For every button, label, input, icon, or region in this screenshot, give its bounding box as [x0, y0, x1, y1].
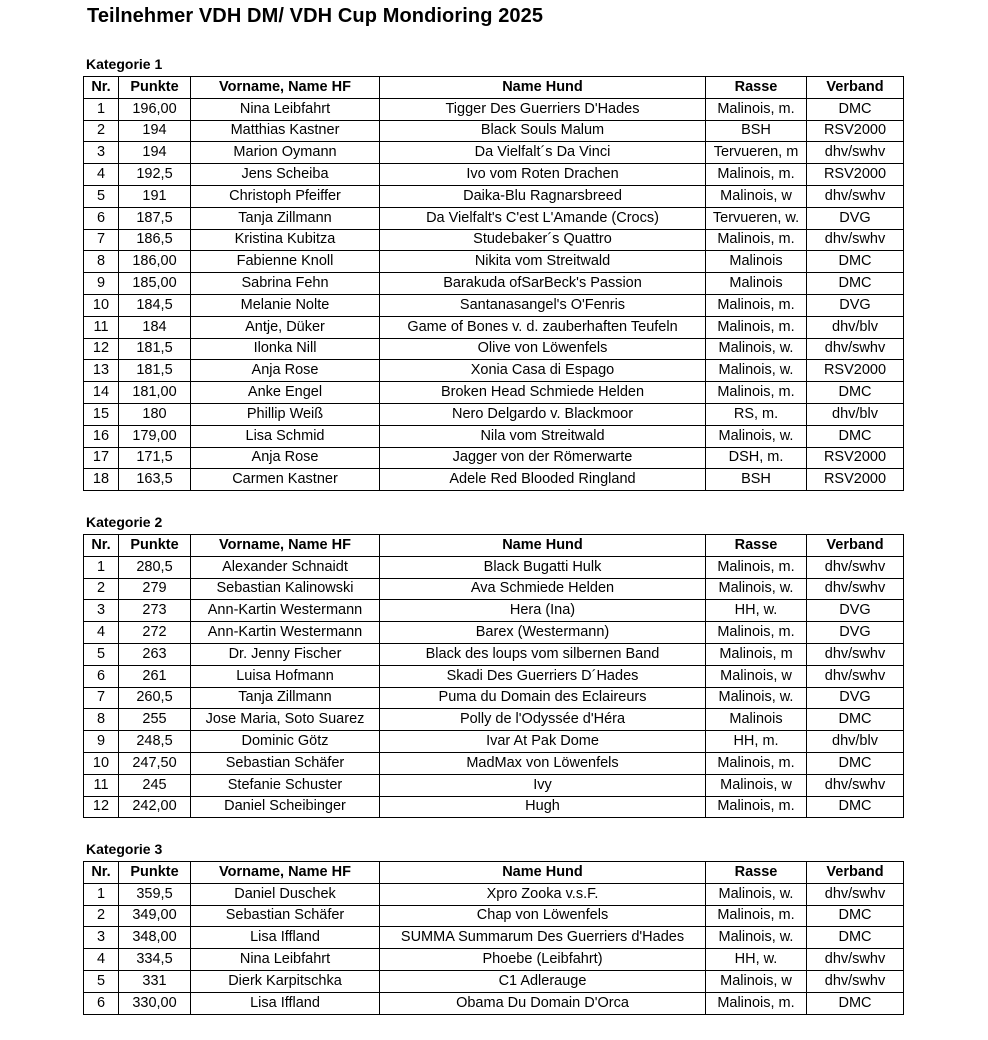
cell-hund-name: Xonia Casa di Espago	[380, 360, 706, 382]
cell-nr: 10	[84, 752, 119, 774]
cell-nr: 9	[84, 731, 119, 753]
cell-hund-name: Broken Head Schmiede Helden	[380, 382, 706, 404]
cell-rasse: Malinois, m.	[706, 382, 807, 404]
table-row	[84, 709, 904, 731]
cell-verband: DMC	[807, 796, 904, 818]
cell-verband: dhv/swhv	[807, 338, 904, 360]
table-row	[84, 469, 904, 491]
cell-hund-name: Ivy	[380, 774, 706, 796]
cell-punkte: 181,5	[119, 360, 191, 382]
cell-punkte: 248,5	[119, 731, 191, 753]
results-table-kategorie-3	[83, 861, 904, 1015]
cell-hund-name: Da Vielfalt's C'est L'Amande (Crocs)	[380, 207, 706, 229]
cell-punkte: 184,5	[119, 294, 191, 316]
cell-hf-name: Alexander Schnaidt	[191, 556, 380, 578]
cell-nr: 7	[84, 687, 119, 709]
cell-verband: DVG	[807, 207, 904, 229]
table-row	[84, 643, 904, 665]
cell-hf-name: Anja Rose	[191, 447, 380, 469]
table-row	[84, 142, 904, 164]
cell-punkte: 163,5	[119, 469, 191, 491]
table-row	[84, 622, 904, 644]
cell-hf-name: Sebastian Kalinowski	[191, 578, 380, 600]
cell-hund-name: Jagger von der Römerwarte	[380, 447, 706, 469]
cell-nr: 8	[84, 709, 119, 731]
cell-punkte: 255	[119, 709, 191, 731]
cell-hund-name: Skadi Des Guerriers D´Hades	[380, 665, 706, 687]
cell-hf-name: Luisa Hofmann	[191, 665, 380, 687]
cell-hund-name: Daika-Blu Ragnarsbreed	[380, 185, 706, 207]
cell-hf-name: Antje, Düker	[191, 316, 380, 338]
cell-hund-name: Da Vielfalt´s Da Vinci	[380, 142, 706, 164]
column-header-verband: Verband	[807, 862, 904, 884]
category-label: Kategorie 1	[86, 56, 163, 72]
cell-rasse: Malinois, m.	[706, 556, 807, 578]
cell-hf-name: Melanie Nolte	[191, 294, 380, 316]
cell-verband: DMC	[807, 98, 904, 120]
cell-hund-name: Hera (Ina)	[380, 600, 706, 622]
cell-verband: DMC	[807, 905, 904, 927]
cell-verband: dhv/swhv	[807, 970, 904, 992]
table-row	[84, 229, 904, 251]
cell-rasse: Malinois, w	[706, 665, 807, 687]
cell-nr: 2	[84, 905, 119, 927]
table-row	[84, 360, 904, 382]
cell-hund-name: Chap von Löwenfels	[380, 905, 706, 927]
column-header-hf-name: Vorname, Name HF	[191, 77, 380, 99]
cell-verband: DMC	[807, 382, 904, 404]
cell-verband: DMC	[807, 927, 904, 949]
cell-hf-name: Daniel Duschek	[191, 883, 380, 905]
column-header-hund-name: Name Hund	[380, 535, 706, 557]
table-row	[84, 316, 904, 338]
cell-hund-name: Xpro Zooka v.s.F.	[380, 883, 706, 905]
cell-rasse: Malinois, m.	[706, 905, 807, 927]
cell-punkte: 245	[119, 774, 191, 796]
table-row	[84, 120, 904, 142]
cell-nr: 6	[84, 992, 119, 1014]
cell-verband: dhv/blv	[807, 316, 904, 338]
cell-punkte: 273	[119, 600, 191, 622]
cell-nr: 2	[84, 578, 119, 600]
cell-rasse: Malinois, w	[706, 185, 807, 207]
cell-punkte: 242,00	[119, 796, 191, 818]
table-row	[84, 600, 904, 622]
cell-verband: DMC	[807, 425, 904, 447]
column-header-nr: Nr.	[84, 535, 119, 557]
cell-hund-name: Olive von Löwenfels	[380, 338, 706, 360]
cell-hund-name: Ava Schmiede Helden	[380, 578, 706, 600]
cell-nr: 8	[84, 251, 119, 273]
cell-hf-name: Jose Maria, Soto Suarez	[191, 709, 380, 731]
cell-punkte: 331	[119, 970, 191, 992]
table-row	[84, 752, 904, 774]
table-row	[84, 665, 904, 687]
column-header-punkte: Punkte	[119, 535, 191, 557]
cell-punkte: 184	[119, 316, 191, 338]
cell-verband: dhv/blv	[807, 731, 904, 753]
cell-punkte: 194	[119, 120, 191, 142]
cell-rasse: Malinois, w	[706, 970, 807, 992]
cell-hf-name: Tanja Zillmann	[191, 687, 380, 709]
cell-hf-name: Ann-Kartin Westermann	[191, 600, 380, 622]
column-header-nr: Nr.	[84, 862, 119, 884]
cell-rasse: Malinois	[706, 273, 807, 295]
cell-punkte: 179,00	[119, 425, 191, 447]
cell-rasse: Malinois, m	[706, 643, 807, 665]
table-row	[84, 883, 904, 905]
table-row	[84, 425, 904, 447]
cell-verband: dhv/swhv	[807, 883, 904, 905]
cell-hf-name: Lisa Iffland	[191, 992, 380, 1014]
column-header-nr: Nr.	[84, 77, 119, 99]
cell-hf-name: Kristina Kubitza	[191, 229, 380, 251]
cell-nr: 9	[84, 273, 119, 295]
cell-rasse: Malinois, w.	[706, 360, 807, 382]
cell-verband: RSV2000	[807, 164, 904, 186]
cell-hf-name: Jens Scheiba	[191, 164, 380, 186]
cell-rasse: BSH	[706, 120, 807, 142]
cell-punkte: 186,00	[119, 251, 191, 273]
cell-verband: DMC	[807, 992, 904, 1014]
cell-hf-name: Sebastian Schäfer	[191, 752, 380, 774]
cell-verband: dhv/swhv	[807, 142, 904, 164]
table-row	[84, 731, 904, 753]
cell-nr: 4	[84, 949, 119, 971]
cell-hf-name: Ilonka Nill	[191, 338, 380, 360]
table-row	[84, 578, 904, 600]
table-row	[84, 905, 904, 927]
cell-nr: 4	[84, 164, 119, 186]
cell-hf-name: Fabienne Knoll	[191, 251, 380, 273]
cell-hf-name: Tanja Zillmann	[191, 207, 380, 229]
cell-hf-name: Anja Rose	[191, 360, 380, 382]
category-label: Kategorie 2	[86, 514, 163, 530]
cell-hund-name: Hugh	[380, 796, 706, 818]
column-header-punkte: Punkte	[119, 77, 191, 99]
category-label: Kategorie 3	[86, 841, 163, 857]
cell-hund-name: SUMMA Summarum Des Guerriers d'Hades	[380, 927, 706, 949]
table-header-row	[84, 862, 904, 884]
cell-rasse: Malinois, m.	[706, 164, 807, 186]
column-header-verband: Verband	[807, 535, 904, 557]
cell-punkte: 261	[119, 665, 191, 687]
column-header-verband: Verband	[807, 77, 904, 99]
cell-hf-name: Christoph Pfeiffer	[191, 185, 380, 207]
cell-hf-name: Daniel Scheibinger	[191, 796, 380, 818]
cell-nr: 11	[84, 316, 119, 338]
cell-hund-name: Studebaker´s Quattro	[380, 229, 706, 251]
cell-nr: 7	[84, 229, 119, 251]
cell-rasse: Malinois, w.	[706, 687, 807, 709]
cell-hund-name: Nero Delgardo v. Blackmoor	[380, 403, 706, 425]
results-table-kategorie-2	[83, 534, 904, 818]
cell-rasse: Malinois, w.	[706, 927, 807, 949]
cell-rasse: Malinois, w	[706, 774, 807, 796]
cell-hf-name: Marion Oymann	[191, 142, 380, 164]
cell-nr: 16	[84, 425, 119, 447]
cell-hund-name: Puma du Domain des Eclaireurs	[380, 687, 706, 709]
cell-nr: 1	[84, 883, 119, 905]
cell-hf-name: Nina Leibfahrt	[191, 98, 380, 120]
column-header-hf-name: Vorname, Name HF	[191, 535, 380, 557]
cell-hund-name: Obama Du Domain D'Orca	[380, 992, 706, 1014]
cell-verband: dhv/swhv	[807, 643, 904, 665]
cell-verband: dhv/swhv	[807, 949, 904, 971]
cell-hf-name: Lisa Schmid	[191, 425, 380, 447]
cell-rasse: Malinois, m.	[706, 992, 807, 1014]
table-row	[84, 970, 904, 992]
cell-rasse: HH, w.	[706, 949, 807, 971]
cell-punkte: 194	[119, 142, 191, 164]
cell-rasse: Malinois, m.	[706, 752, 807, 774]
cell-hf-name: Sabrina Fehn	[191, 273, 380, 295]
cell-hund-name: Black Souls Malum	[380, 120, 706, 142]
table-header-row	[84, 77, 904, 99]
cell-punkte: 247,50	[119, 752, 191, 774]
cell-nr: 13	[84, 360, 119, 382]
table-row	[84, 382, 904, 404]
cell-rasse: Malinois, w.	[706, 578, 807, 600]
cell-rasse: Malinois, m.	[706, 98, 807, 120]
cell-hf-name: Nina Leibfahrt	[191, 949, 380, 971]
cell-nr: 15	[84, 403, 119, 425]
cell-rasse: DSH, m.	[706, 447, 807, 469]
cell-punkte: 334,5	[119, 949, 191, 971]
cell-nr: 12	[84, 796, 119, 818]
cell-hund-name: Tigger Des Guerriers D'Hades	[380, 98, 706, 120]
cell-hund-name: Nikita vom Streitwald	[380, 251, 706, 273]
cell-verband: dhv/swhv	[807, 665, 904, 687]
table-header-row	[84, 535, 904, 557]
cell-rasse: Malinois, w.	[706, 338, 807, 360]
cell-rasse: HH, m.	[706, 731, 807, 753]
cell-verband: DMC	[807, 709, 904, 731]
cell-verband: dhv/swhv	[807, 229, 904, 251]
cell-nr: 6	[84, 665, 119, 687]
column-header-rasse: Rasse	[706, 862, 807, 884]
cell-nr: 5	[84, 643, 119, 665]
column-header-hund-name: Name Hund	[380, 862, 706, 884]
cell-punkte: 187,5	[119, 207, 191, 229]
cell-punkte: 181,00	[119, 382, 191, 404]
cell-punkte: 280,5	[119, 556, 191, 578]
page-title: Teilnehmer VDH DM/ VDH Cup Mondioring 2025	[87, 5, 544, 27]
cell-verband: dhv/swhv	[807, 578, 904, 600]
cell-nr: 14	[84, 382, 119, 404]
column-header-hund-name: Name Hund	[380, 77, 706, 99]
cell-hund-name: Nila vom Streitwald	[380, 425, 706, 447]
cell-nr: 10	[84, 294, 119, 316]
cell-rasse: Malinois, m.	[706, 796, 807, 818]
column-header-hf-name: Vorname, Name HF	[191, 862, 380, 884]
cell-hf-name: Carmen Kastner	[191, 469, 380, 491]
cell-rasse: Malinois	[706, 709, 807, 731]
cell-punkte: 348,00	[119, 927, 191, 949]
cell-rasse: Malinois	[706, 251, 807, 273]
cell-verband: DVG	[807, 600, 904, 622]
cell-nr: 6	[84, 207, 119, 229]
cell-punkte: 171,5	[119, 447, 191, 469]
cell-verband: RSV2000	[807, 447, 904, 469]
cell-rasse: Malinois, m.	[706, 229, 807, 251]
cell-nr: 5	[84, 970, 119, 992]
table-row	[84, 98, 904, 120]
cell-rasse: BSH	[706, 469, 807, 491]
cell-hund-name: Black Bugatti Hulk	[380, 556, 706, 578]
table-row	[84, 949, 904, 971]
cell-hund-name: Adele Red Blooded Ringland	[380, 469, 706, 491]
cell-verband: RSV2000	[807, 120, 904, 142]
cell-verband: DMC	[807, 752, 904, 774]
cell-verband: DVG	[807, 687, 904, 709]
cell-rasse: HH, w.	[706, 600, 807, 622]
cell-verband: dhv/blv	[807, 403, 904, 425]
table-row	[84, 447, 904, 469]
cell-nr: 18	[84, 469, 119, 491]
cell-nr: 3	[84, 600, 119, 622]
cell-punkte: 185,00	[119, 273, 191, 295]
cell-nr: 11	[84, 774, 119, 796]
cell-punkte: 359,5	[119, 883, 191, 905]
table-row	[84, 251, 904, 273]
table-row	[84, 294, 904, 316]
cell-punkte: 181,5	[119, 338, 191, 360]
cell-verband: dhv/swhv	[807, 774, 904, 796]
cell-nr: 5	[84, 185, 119, 207]
cell-verband: dhv/swhv	[807, 185, 904, 207]
cell-punkte: 279	[119, 578, 191, 600]
cell-punkte: 263	[119, 643, 191, 665]
cell-hund-name: C1 Adlerauge	[380, 970, 706, 992]
cell-hund-name: MadMax von Löwenfels	[380, 752, 706, 774]
cell-hund-name: Black des loups vom silbernen Band	[380, 643, 706, 665]
cell-hf-name: Phillip Weiß	[191, 403, 380, 425]
column-header-rasse: Rasse	[706, 535, 807, 557]
table-row	[84, 273, 904, 295]
cell-verband: dhv/swhv	[807, 556, 904, 578]
cell-hund-name: Barakuda ofSarBeck's Passion	[380, 273, 706, 295]
cell-punkte: 186,5	[119, 229, 191, 251]
cell-hf-name: Lisa Iffland	[191, 927, 380, 949]
cell-hund-name: Game of Bones v. d. zauberhaften Teufeln	[380, 316, 706, 338]
table-row	[84, 185, 904, 207]
cell-nr: 2	[84, 120, 119, 142]
results-table-kategorie-1	[83, 76, 904, 491]
table-row	[84, 687, 904, 709]
cell-rasse: Malinois, m.	[706, 622, 807, 644]
cell-rasse: Malinois, w.	[706, 883, 807, 905]
cell-hf-name: Dominic Götz	[191, 731, 380, 753]
cell-punkte: 349,00	[119, 905, 191, 927]
cell-verband: DMC	[807, 273, 904, 295]
cell-punkte: 330,00	[119, 992, 191, 1014]
cell-hf-name: Sebastian Schäfer	[191, 905, 380, 927]
cell-nr: 4	[84, 622, 119, 644]
cell-nr: 1	[84, 98, 119, 120]
cell-hund-name: Barex (Westermann)	[380, 622, 706, 644]
cell-hf-name: Ann-Kartin Westermann	[191, 622, 380, 644]
table-row	[84, 556, 904, 578]
cell-hund-name: Polly de l'Odyssée d'Héra	[380, 709, 706, 731]
cell-nr: 3	[84, 927, 119, 949]
column-header-rasse: Rasse	[706, 77, 807, 99]
cell-rasse: Tervueren, m	[706, 142, 807, 164]
cell-hf-name: Stefanie Schuster	[191, 774, 380, 796]
cell-verband: DMC	[807, 251, 904, 273]
table-row	[84, 774, 904, 796]
cell-nr: 3	[84, 142, 119, 164]
cell-hf-name: Anke Engel	[191, 382, 380, 404]
table-row	[84, 927, 904, 949]
table-row	[84, 207, 904, 229]
cell-hund-name: Ivo vom Roten Drachen	[380, 164, 706, 186]
cell-hf-name: Dr. Jenny Fischer	[191, 643, 380, 665]
cell-nr: 12	[84, 338, 119, 360]
cell-rasse: Malinois, w.	[706, 425, 807, 447]
cell-punkte: 192,5	[119, 164, 191, 186]
table-row	[84, 403, 904, 425]
cell-nr: 17	[84, 447, 119, 469]
cell-hund-name: Ivar At Pak Dome	[380, 731, 706, 753]
cell-verband: DVG	[807, 294, 904, 316]
cell-punkte: 191	[119, 185, 191, 207]
cell-punkte: 272	[119, 622, 191, 644]
cell-rasse: Malinois, m.	[706, 294, 807, 316]
cell-verband: DVG	[807, 622, 904, 644]
cell-verband: RSV2000	[807, 469, 904, 491]
cell-hf-name: Dierk Karpitschka	[191, 970, 380, 992]
column-header-punkte: Punkte	[119, 862, 191, 884]
cell-hund-name: Phoebe (Leibfahrt)	[380, 949, 706, 971]
cell-verband: RSV2000	[807, 360, 904, 382]
cell-punkte: 196,00	[119, 98, 191, 120]
cell-rasse: RS, m.	[706, 403, 807, 425]
cell-rasse: Tervueren, w.	[706, 207, 807, 229]
cell-hf-name: Matthias Kastner	[191, 120, 380, 142]
table-row	[84, 992, 904, 1014]
cell-punkte: 260,5	[119, 687, 191, 709]
table-row	[84, 164, 904, 186]
cell-punkte: 180	[119, 403, 191, 425]
table-row	[84, 338, 904, 360]
cell-hund-name: Santanasangel's O'Fenris	[380, 294, 706, 316]
table-row	[84, 796, 904, 818]
cell-rasse: Malinois, m.	[706, 316, 807, 338]
cell-nr: 1	[84, 556, 119, 578]
